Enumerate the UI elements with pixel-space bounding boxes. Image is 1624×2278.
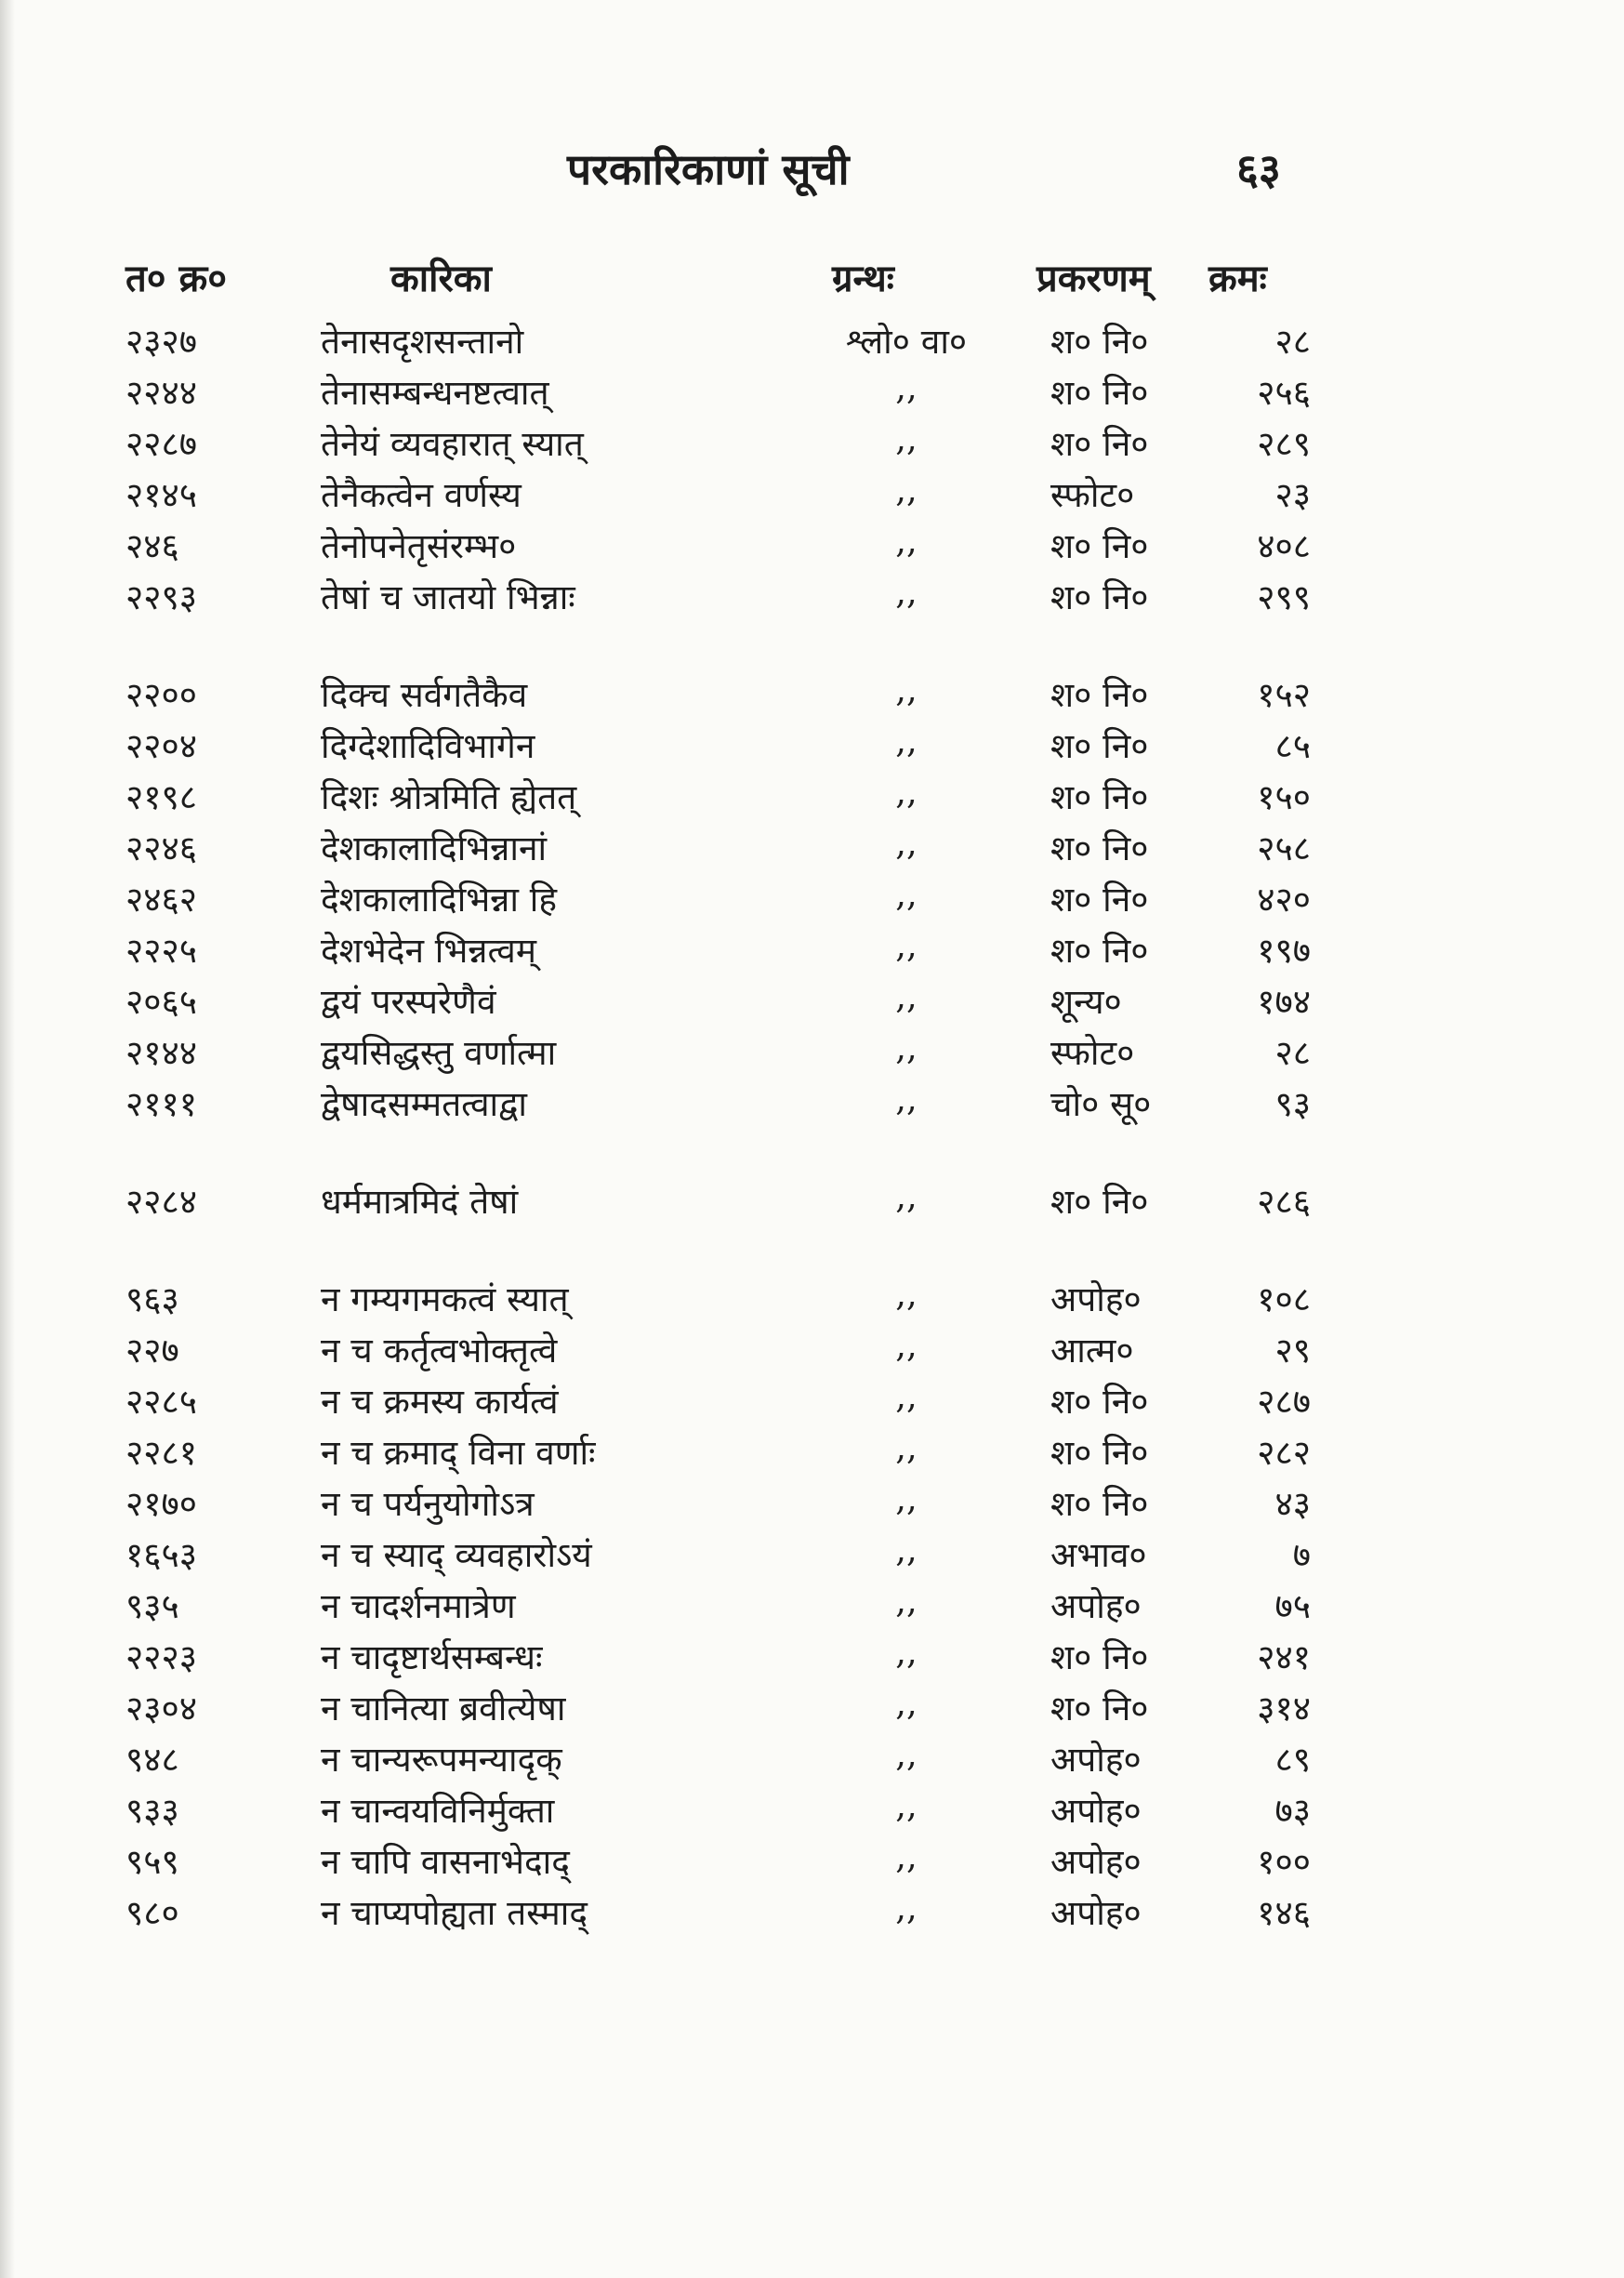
krama-number: २४१	[1257, 1637, 1311, 1677]
table-row	[0, 976, 1624, 1028]
grantha-name: ,,	[895, 367, 918, 407]
krama-number: २८	[1274, 322, 1311, 362]
grantha-name: ,,	[895, 1734, 918, 1774]
krama-number: २५८	[1257, 828, 1311, 868]
krama-number: २९	[1274, 1331, 1311, 1371]
serial-number: २२२५	[125, 931, 197, 971]
krama-number: २८	[1274, 1033, 1311, 1073]
grantha-name: ,,	[895, 572, 918, 612]
table-row	[0, 1530, 1624, 1582]
prakarana-name: श० नि०	[1050, 373, 1149, 413]
table-row	[0, 316, 1624, 368]
karika-text: तेषां च जातयो भिन्नाः	[321, 577, 575, 617]
prakarana-name: श० नि०	[1050, 526, 1149, 566]
prakarana-name: अपोह०	[1050, 1740, 1142, 1780]
karika-text: न चादृष्टार्थसम्बन्धः	[321, 1637, 543, 1677]
grantha-name: ,,	[895, 976, 918, 1016]
prakarana-name: अपोह०	[1050, 1791, 1142, 1831]
grantha-name: ,,	[895, 823, 918, 863]
table-row	[0, 1887, 1624, 1940]
prakarana-name: स्फोट०	[1050, 1033, 1135, 1073]
karika-text: न च पर्यनुयोगोऽत्र	[321, 1484, 535, 1524]
karika-text: द्वयं परस्परेणैवं	[321, 982, 496, 1022]
karika-text: धर्ममात्रमिदं तेषां	[321, 1182, 519, 1222]
prakarana-name: अपोह०	[1050, 1586, 1142, 1626]
krama-number: २९९	[1257, 577, 1311, 617]
grantha-name: ,,	[895, 874, 918, 914]
prakarana-name: श० नि०	[1050, 828, 1149, 868]
karika-text: न चान्वयविनिर्मुक्ता	[321, 1791, 555, 1831]
serial-number: २३२७	[125, 322, 197, 362]
prakarana-name: श० नि०	[1050, 577, 1149, 617]
prakarana-name: चो० सू०	[1050, 1084, 1152, 1124]
prakarana-name: श० नि०	[1050, 424, 1149, 464]
serial-number: २२०४	[125, 726, 197, 766]
serial-number: २१४४	[125, 1033, 197, 1073]
krama-number: १७४	[1257, 982, 1311, 1022]
table-row	[0, 1079, 1624, 1131]
table-row	[0, 1478, 1624, 1530]
grantha-name: ,,	[895, 721, 918, 761]
karika-text: देशकालादिभिन्नानां	[321, 828, 548, 868]
karika-text: न चान्यरूपमन्यादृक्	[321, 1740, 562, 1780]
prakarana-name: श० नि०	[1050, 1433, 1149, 1473]
serial-number: २२४६	[125, 828, 197, 868]
karika-text: दिग्देशादिविभागेन	[321, 726, 535, 766]
serial-number: २२००	[125, 675, 197, 715]
prakarana-name: अपोह०	[1050, 1842, 1142, 1882]
table-row	[0, 470, 1624, 522]
krama-number: ४३	[1274, 1484, 1311, 1524]
serial-number: २१९८	[125, 777, 197, 817]
prakarana-name: स्फोट०	[1050, 475, 1135, 515]
grantha-name: ,,	[895, 1176, 918, 1216]
table-row	[0, 1785, 1624, 1837]
krama-number: २८६	[1257, 1182, 1311, 1222]
table-row	[0, 721, 1624, 773]
prakarana-name: श० नि०	[1050, 322, 1149, 362]
grantha-name: ,,	[895, 1478, 918, 1518]
grantha-name: ,,	[895, 1274, 918, 1314]
krama-number: २५६	[1257, 373, 1311, 413]
prakarana-name: श० नि०	[1050, 1484, 1149, 1524]
prakarana-name: श० नि०	[1050, 931, 1149, 971]
krama-number: १०८	[1257, 1279, 1311, 1319]
karika-text: देशभेदेन भिन्नत्वम्	[321, 931, 536, 971]
krama-number: ७५	[1274, 1586, 1311, 1626]
serial-number: २२२३	[125, 1637, 197, 1677]
prakarana-name: श० नि०	[1050, 1182, 1149, 1222]
krama-number: ८५	[1274, 726, 1311, 766]
column-header-prakarana: प्रकरणम्	[1036, 257, 1151, 300]
serial-number: २२८१	[125, 1433, 197, 1473]
krama-number: १००	[1257, 1842, 1311, 1882]
grantha-name: ,,	[895, 669, 918, 709]
serial-number: ९५९	[125, 1842, 179, 1882]
grantha-name: ,,	[895, 1581, 918, 1621]
page-number: ६३	[1236, 144, 1281, 194]
krama-number: १४६	[1257, 1893, 1311, 1933]
serial-number: ९३५	[125, 1586, 179, 1626]
table-row	[0, 1325, 1624, 1377]
karika-text: न च क्रमाद् विना वर्णाः	[321, 1433, 596, 1473]
karika-text: न च कर्तृत्वभोक्तृत्वे	[321, 1331, 558, 1371]
karika-text: न चानित्या ब्रवीत्येषा	[321, 1689, 566, 1728]
karika-text: तेनेयं व्यवहारात् स्यात्	[321, 424, 584, 464]
grantha-name: ,,	[895, 1027, 918, 1067]
grantha-name: श्लो० वा०	[845, 322, 968, 362]
column-header-grantha: ग्रन्थः	[832, 257, 894, 300]
table-row	[0, 418, 1624, 470]
serial-number: २१४५	[125, 475, 197, 515]
table-row	[0, 367, 1624, 419]
grantha-name: ,,	[895, 418, 918, 458]
grantha-name: ,,	[895, 1683, 918, 1723]
serial-number: २४६	[125, 526, 179, 566]
grantha-name: ,,	[895, 925, 918, 965]
serial-number: २२८५	[125, 1382, 197, 1422]
prakarana-name: श० नि०	[1050, 777, 1149, 817]
table-row	[0, 572, 1624, 624]
table-row	[0, 874, 1624, 926]
table-row	[0, 823, 1624, 875]
serial-number: २२८७	[125, 424, 197, 464]
table-row	[0, 1734, 1624, 1786]
serial-number: २२४४	[125, 373, 197, 413]
karika-text: तेनासदृशसन्तानो	[321, 322, 524, 362]
page-header	[0, 139, 1624, 214]
grantha-name: ,,	[895, 521, 918, 561]
prakarana-name: श० नि०	[1050, 1382, 1149, 1422]
grantha-name: ,,	[895, 1325, 918, 1365]
krama-number: २३	[1274, 475, 1311, 515]
krama-number: १९७	[1257, 931, 1311, 971]
table-row	[0, 1376, 1624, 1428]
page-title: परकारिकाणां सूची	[567, 144, 850, 194]
serial-number: २३०४	[125, 1689, 197, 1728]
krama-number: २८९	[1257, 424, 1311, 464]
krama-number: १५०	[1257, 777, 1311, 817]
serial-number: २१७०	[125, 1484, 197, 1524]
grantha-name: ,,	[895, 1376, 918, 1416]
table-row	[0, 1581, 1624, 1633]
grantha-name: ,,	[895, 1836, 918, 1876]
table-row	[0, 1274, 1624, 1326]
karika-text: न गम्यगमकत्वं स्यात्	[321, 1279, 569, 1319]
table-row	[0, 521, 1624, 573]
krama-number: २८७	[1257, 1382, 1311, 1422]
prakarana-name: श० नि०	[1050, 1689, 1149, 1728]
krama-number: ३१४	[1257, 1689, 1311, 1728]
table-row	[0, 669, 1624, 722]
karika-text: न चाप्यपोह्यता तस्माद्	[321, 1893, 588, 1933]
serial-number: ९८०	[125, 1893, 179, 1933]
column-header-krama: क्रमः	[1208, 257, 1267, 300]
grantha-name: ,,	[895, 1427, 918, 1467]
krama-number: ८९	[1274, 1740, 1311, 1780]
karika-text: दिक्च सर्वगतैकैव	[321, 675, 528, 715]
prakarana-name: श० नि०	[1050, 1637, 1149, 1677]
krama-number: ४२०	[1257, 880, 1311, 920]
karika-text: दिशः श्रोत्रमिति ह्येतत्	[321, 777, 577, 817]
karika-text: देशकालादिभिन्ना हि	[321, 880, 557, 920]
krama-number: १५२	[1257, 675, 1311, 715]
serial-number: ९३३	[125, 1791, 179, 1831]
column-header-karika: कारिका	[390, 257, 492, 300]
prakarana-name: श० नि०	[1050, 880, 1149, 920]
serial-number: २२९३	[125, 577, 197, 617]
karika-text: तेनोपनेतृसंरम्भ०	[321, 526, 517, 566]
table-row	[0, 1632, 1624, 1684]
serial-number: २०६५	[125, 982, 197, 1022]
serial-number: ९६३	[125, 1279, 179, 1319]
grantha-name: ,,	[895, 1632, 918, 1672]
krama-number: ४०८	[1257, 526, 1311, 566]
grantha-name: ,,	[895, 1785, 918, 1825]
prakarana-name: अभाव०	[1050, 1535, 1147, 1575]
table-row	[0, 772, 1624, 824]
grantha-name: ,,	[895, 1530, 918, 1569]
table-row	[0, 1427, 1624, 1479]
serial-number: ९४८	[125, 1740, 179, 1780]
krama-number: ७३	[1274, 1791, 1311, 1831]
karika-text: द्वेषादसम्मतत्वाद्वा	[321, 1084, 527, 1124]
karika-text: न च क्रमस्य कार्यत्वं	[321, 1382, 559, 1422]
table-row	[0, 1683, 1624, 1735]
table-row	[0, 1027, 1624, 1079]
serial-number: २४६२	[125, 880, 197, 920]
serial-number: २२८४	[125, 1182, 197, 1222]
table-row	[0, 1176, 1624, 1228]
column-header-serial: त० क्र०	[125, 257, 228, 300]
serial-number: २२७	[125, 1331, 179, 1371]
karika-text: तेनैकत्वेन वर्णस्य	[321, 475, 522, 515]
table-row	[0, 925, 1624, 977]
prakarana-name: श० नि०	[1050, 726, 1149, 766]
prakarana-name: आत्म०	[1050, 1331, 1134, 1371]
karika-text: न चादर्शनमात्रेण	[321, 1586, 516, 1626]
prakarana-name: श० नि०	[1050, 675, 1149, 715]
prakarana-name: अपोह०	[1050, 1279, 1142, 1319]
prakarana-name: शून्य०	[1050, 982, 1122, 1022]
krama-number: ९३	[1274, 1084, 1311, 1124]
krama-number: ७	[1292, 1535, 1311, 1575]
table-row	[0, 1836, 1624, 1888]
krama-number: २८२	[1257, 1433, 1311, 1473]
grantha-name: ,,	[895, 1887, 918, 1927]
serial-number: २१११	[125, 1084, 197, 1124]
grantha-name: ,,	[895, 470, 918, 510]
grantha-name: ,,	[895, 772, 918, 812]
karika-text: तेनासम्बन्धनष्टत्वात्	[321, 373, 549, 413]
prakarana-name: अपोह०	[1050, 1893, 1142, 1933]
karika-text: न चापि वासनाभेदाद्	[321, 1842, 570, 1882]
karika-text: द्वयसिद्धस्तु वर्णात्मा	[321, 1033, 557, 1073]
grantha-name: ,,	[895, 1079, 918, 1119]
karika-text: न च स्याद् व्यवहारोऽयं	[321, 1535, 592, 1575]
serial-number: १६५३	[125, 1535, 197, 1575]
